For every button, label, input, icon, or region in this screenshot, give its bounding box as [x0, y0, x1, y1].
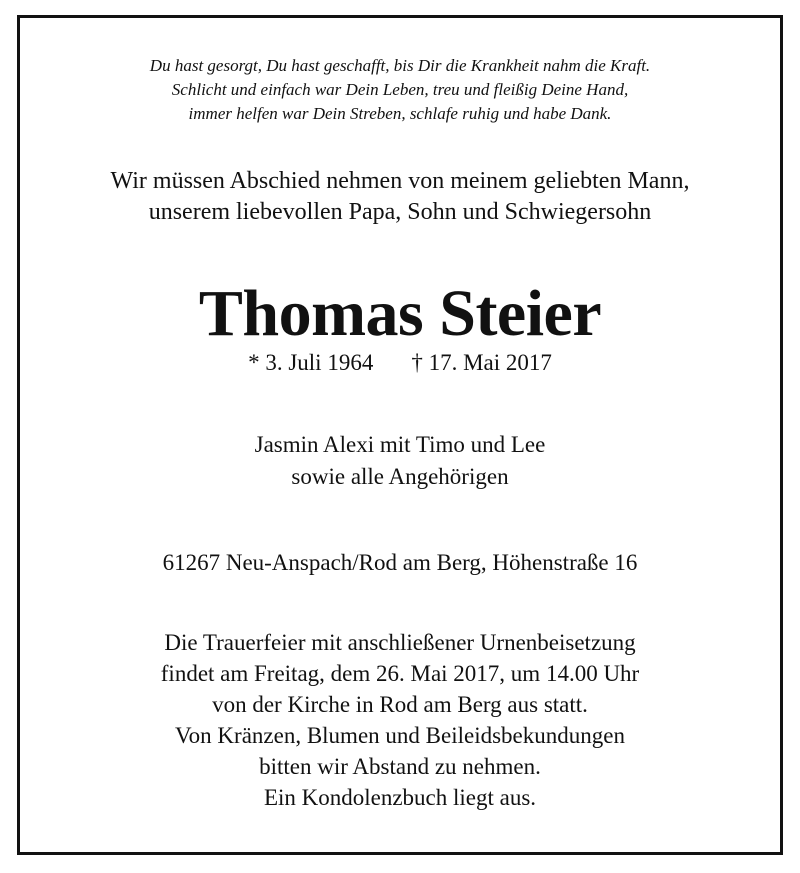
- funeral-service-notice: [20, 627, 780, 813]
- farewell-intro: [20, 166, 780, 228]
- poem-line: immer helfen war Dein Streben, schlafe ruhig und habe Dank.: [188, 104, 612, 123]
- obituary-content: [20, 18, 780, 852]
- poem-verse: [20, 54, 780, 126]
- address: 61267 Neu-Anspach/Rod am Berg, Höhenstraße 16: [162, 550, 638, 575]
- poem-line: Schlicht und einfach war Dein Leben, treu und fleißig Deine Hand,: [171, 80, 629, 99]
- deceased-name: Thomas Steier: [198, 277, 602, 350]
- service-line: Die Trauerfeier mit anschließener Urnenbeisetzung: [164, 630, 636, 655]
- birth-date: * 3. Juli 1964: [248, 350, 374, 375]
- mourners-line: sowie alle Angehörigen: [291, 464, 509, 489]
- mourners: [20, 429, 780, 493]
- poem-line: Du hast gesorgt, Du hast geschafft, bis Dir die Krankheit nahm die Kraft.: [149, 56, 651, 75]
- death-date: † 17. Mai 2017: [411, 350, 552, 375]
- service-line: Ein Kondolenzbuch liegt aus.: [263, 785, 537, 810]
- intro-line: Wir müssen Abschied nehmen von meinem geliebten Mann,: [110, 168, 690, 194]
- service-line: Von Kränzen, Blumen und Beileidsbekundungen: [175, 723, 625, 748]
- obituary-frame: [17, 15, 783, 855]
- service-line: von der Kirche in Rod am Berg aus statt.: [212, 692, 588, 717]
- intro-line: unserem liebevollen Papa, Sohn und Schwiegersohn: [148, 199, 652, 225]
- service-line: findet am Freitag, dem 26. Mai 2017, um 14.00 Uhr: [160, 661, 640, 686]
- mourners-line: Jasmin Alexi mit Timo und Lee: [254, 432, 546, 457]
- service-line: bitten wir Abstand zu nehmen.: [259, 754, 541, 779]
- life-dates: [20, 348, 780, 378]
